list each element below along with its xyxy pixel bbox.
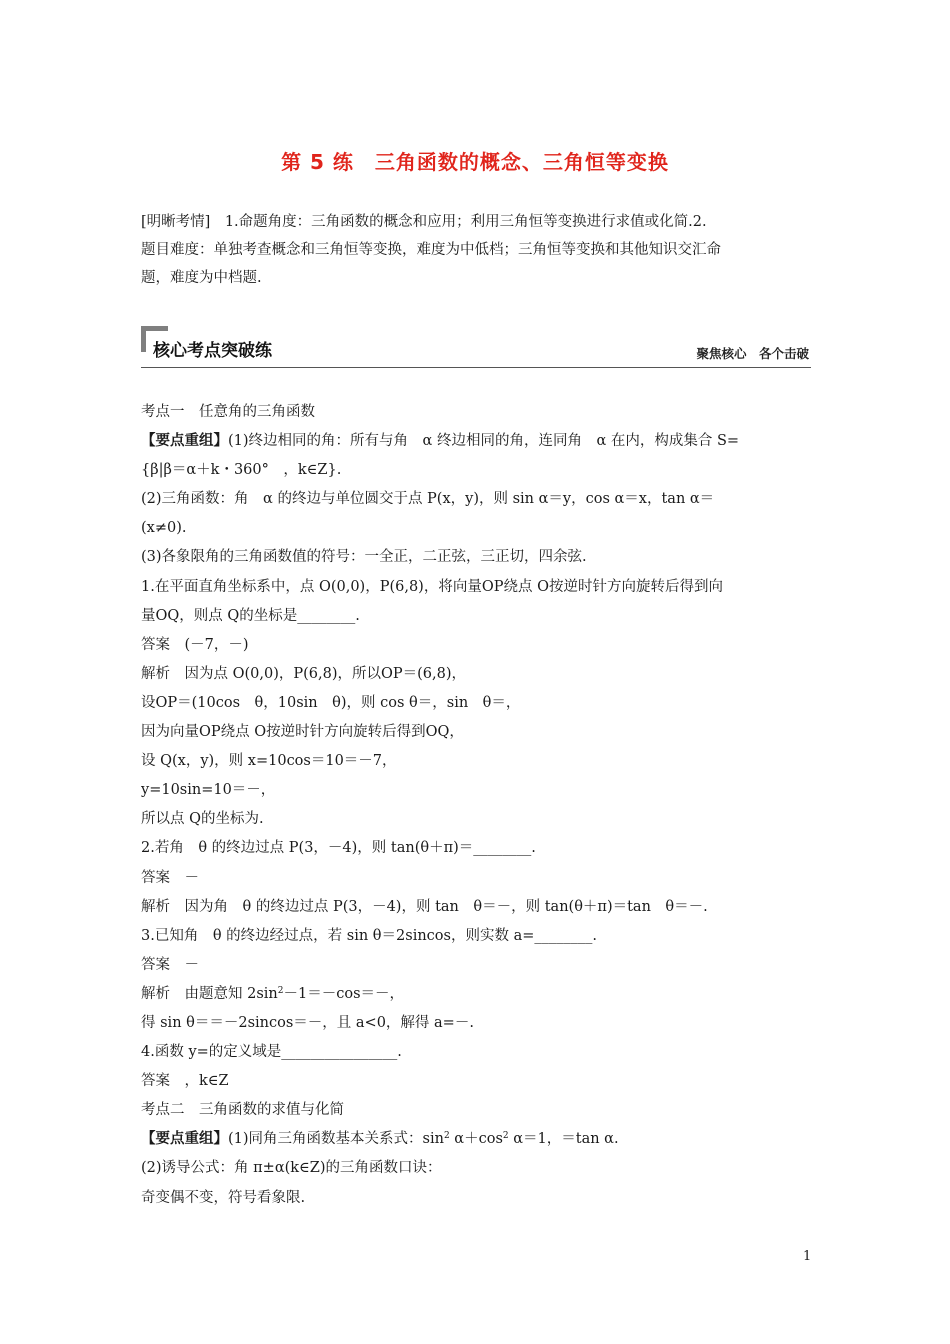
content-line: 得 sin θ＝＝－2sincos＝－，且 a<0，解得 a=－. bbox=[141, 1014, 474, 1031]
line-segment: 2 bbox=[277, 985, 284, 996]
content-line: (3)各象限角的三角函数值的符号：一全正，二正弦，三正切，四余弦. bbox=[141, 549, 587, 566]
line-segment: 2 bbox=[502, 1131, 509, 1142]
corner-decoration bbox=[141, 326, 168, 331]
section-rule bbox=[141, 367, 811, 368]
content-line: 4.函数 y=的定义域是________________. bbox=[141, 1044, 402, 1061]
content-line: 所以点 Q的坐标为. bbox=[141, 811, 264, 828]
line-segment: －1＝－cos＝－， bbox=[283, 985, 405, 1002]
content-line: (x≠0). bbox=[141, 520, 187, 537]
content-line: 量OQ，则点 Q的坐标是________. bbox=[141, 607, 360, 624]
content-line: 3.已知角 θ 的终边经过点，若 sin θ＝2sincos，则实数 a=________. bbox=[141, 927, 597, 944]
content-body bbox=[141, 398, 813, 1213]
content-line: {β|β＝α＋k・360° ，k∈Z}. bbox=[141, 462, 342, 479]
content-line: y=10sin=10＝－， bbox=[141, 782, 276, 799]
content-line: 1.在平面直角坐标系中，点 O(0,0)，P(6,8)，将向量OP绕点 O按逆时针方向旋转后得到向 bbox=[141, 578, 723, 595]
content-line: 答案 (－7，－) bbox=[141, 636, 249, 653]
line-segment: 解析 由题意知 2sin bbox=[141, 985, 278, 1002]
intro-paragraph bbox=[141, 208, 811, 292]
intro-line: 题，难度为中档题. bbox=[141, 270, 262, 286]
content-line: 因为向量OP绕点 O按逆时针方向旋转后得到OQ， bbox=[141, 724, 464, 741]
content-line: 解析 因为点 O(0,0)，P(6,8)，所以OP＝(6,8)， bbox=[141, 665, 467, 682]
page-title: 第 5 练 三角函数的概念、三角恒等变换 bbox=[281, 150, 669, 174]
content-line: 解析 因为角 θ 的终边过点 P(3，－4)，则 tan θ＝－，则 tan(θ＋π)＝tan θ＝－. bbox=[141, 898, 708, 915]
content-line: 答案 － bbox=[141, 869, 199, 886]
content-line bbox=[141, 1125, 813, 1154]
content-line bbox=[141, 980, 813, 1009]
content-line bbox=[141, 427, 813, 456]
content-line: (2)三角函数：角 α 的终边与单位圆交于点 P(x，y)，则 sin α＝y，cos α＝x，tan α＝ bbox=[141, 491, 715, 508]
line-segment: (1)终边相同的角：所有与角 α 终边相同的角，连同角 α 在内，构成集合 S= bbox=[228, 433, 740, 450]
content-line: 考点一 任意角的三角函数 bbox=[141, 404, 315, 420]
content-line: 答案 ，k∈Z bbox=[141, 1073, 229, 1090]
content-line: 设OP＝(10cos θ，10sin θ)，则 cos θ＝，sin θ＝， bbox=[141, 694, 521, 711]
line-segment: 【要点重组】 bbox=[141, 1131, 228, 1148]
line-segment: 【要点重组】 bbox=[141, 433, 228, 450]
section-header bbox=[141, 326, 811, 368]
content-line: (2)诱导公式：角 π±α(k∈Z)的三角函数口诀： bbox=[141, 1160, 442, 1177]
content-line: 设 Q(x，y)，则 x=10cos＝10＝－7， bbox=[141, 753, 397, 770]
intro-line: [明晰考情] 1.命题角度：三角函数的概念和应用；利用三角恒等变换进行求值或化简.2. bbox=[141, 214, 707, 230]
content-line: 奇变偶不变，符号看象限. bbox=[141, 1189, 306, 1206]
line-segment: α＝1，＝tan α. bbox=[508, 1131, 619, 1148]
content-line: 考点二 三角函数的求值与化简 bbox=[141, 1102, 344, 1119]
intro-line: 题目难度：单独考查概念和三角恒等变换，难度为中低档；三角恒等变换和其他知识交汇命 bbox=[141, 242, 721, 258]
content-line: 答案 － bbox=[141, 956, 199, 973]
line-segment: α＋cos bbox=[449, 1131, 503, 1148]
content-line: 2.若角 θ 的终边过点 P(3，－4)，则 tan(θ＋π)＝________. bbox=[141, 840, 536, 857]
line-segment: (1)同角三角函数基本关系式：sin bbox=[228, 1131, 444, 1148]
section-title: 核心考点突破练 bbox=[153, 341, 272, 361]
line-segment: 2 bbox=[443, 1131, 450, 1142]
section-subtitle: 聚焦核心 各个击破 bbox=[696, 346, 809, 361]
page-number: 1 bbox=[803, 1249, 812, 1264]
